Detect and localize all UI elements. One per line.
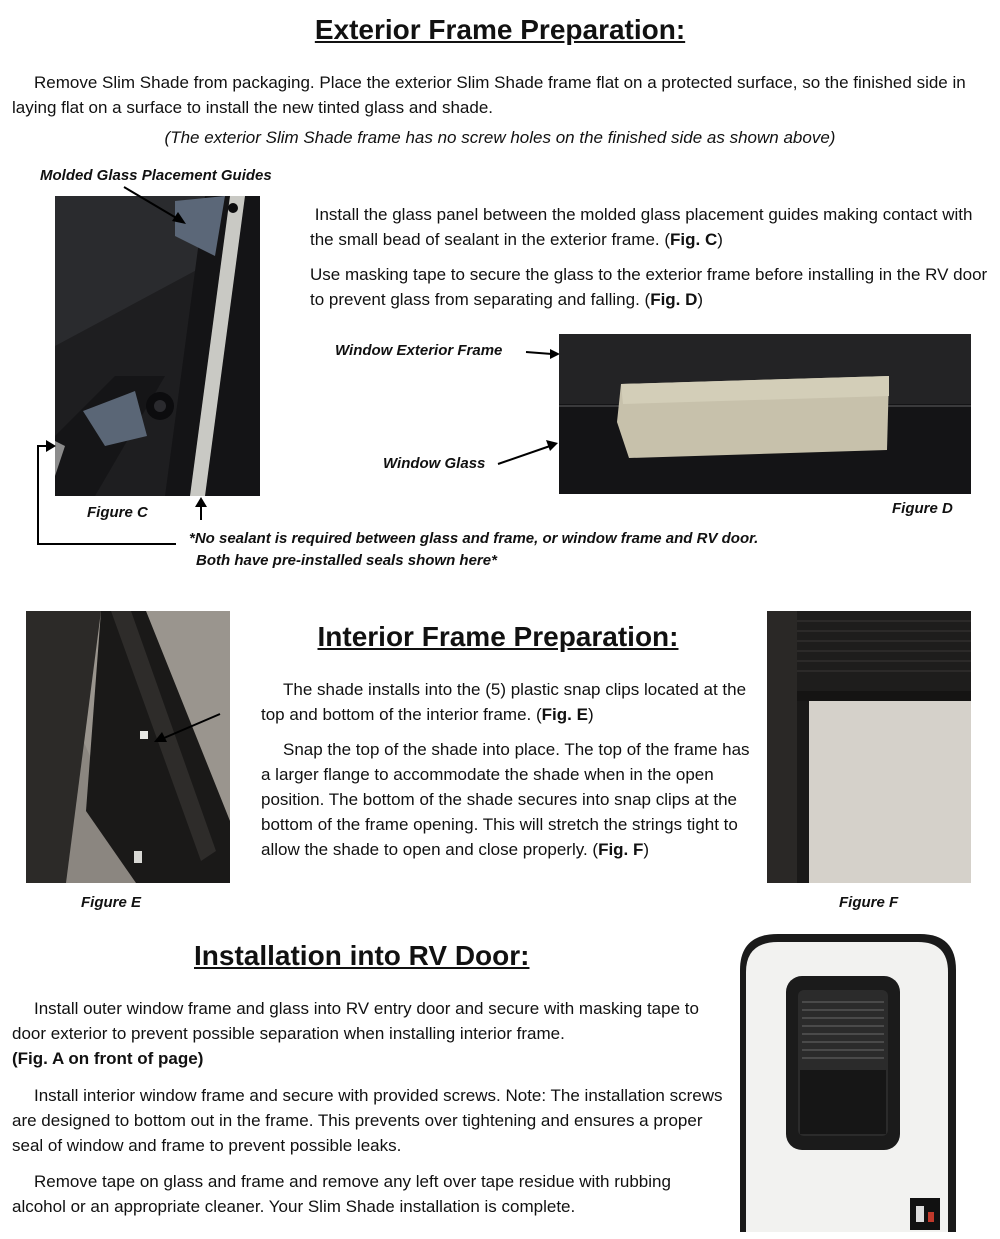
masking-tape-paragraph: Use masking tape to secure the glass to the exterior frame before installing in the RV door to prevent glass from separating and falling. (Fig. D) [310, 265, 988, 309]
sealant-bracket-arrow [30, 436, 180, 548]
figure-e-photo [26, 611, 230, 883]
guides-label: Molded Glass Placement Guides [40, 167, 272, 184]
figure-d-photo [559, 334, 971, 494]
window-glass-label: Window Glass [383, 455, 486, 472]
interior-heading: Interior Frame Preparation: [317, 621, 679, 652]
frame-arrow [524, 346, 562, 360]
seal-up-arrow [194, 496, 208, 522]
install-paragraph-2: Install interior window frame and secure with provided screws. Note: The installation screws are designed to bottom out in the frame. This prevents over tightening and ensures a proper seal of window and frame to prevent possible leaks. [12, 1086, 723, 1155]
interior-paragraph-1: The shade installs into the (5) plastic snap clips located at the top and bottom of the interior frame. (Fig. E) [261, 680, 747, 724]
install-paragraph-3: Remove tape on glass and frame and remove any left over tape residue with rubbing alcohol or an appropriate cleaner. Your Slim Shade installation is complete. [12, 1172, 671, 1216]
install-glass-paragraph: Install the glass panel between the molded glass placement guides making contact with the small bead of sealant in the exterior frame. (Fig. C) [310, 205, 973, 249]
figure-f-caption: Figure F [839, 894, 899, 911]
installation-heading: Installation into RV Door: [194, 940, 530, 971]
exterior-heading: Exterior Frame Preparation: [314, 14, 686, 45]
figure-e-caption: Figure E [81, 894, 142, 911]
interior-paragraph-2: Snap the top of the shade into place. The top of the frame has a larger flange to accommodate the shade when in the open position. The bottom of the shade secures into snap clips at the bottom of the frame opening. This will stretch the strings tight to allow the shade to open and close properly. (Fig. F) [261, 740, 750, 859]
figure-d-caption: Figure D [892, 500, 953, 517]
sealant-note-line1: *No sealant is required between glass and frame, or window frame and RV door. [189, 530, 759, 547]
rv-door-photo [738, 930, 960, 1232]
sealant-note-line2: Both have pre-installed seals shown here* [196, 552, 497, 569]
figure-f-photo [767, 611, 971, 883]
install-paragraph-1: Install outer window frame and glass into RV entry door and secure with masking tape to door exterior to prevent possible separation when installing interior frame. (Fig. A on front of page) [12, 999, 699, 1068]
figure-c-caption: Figure C [87, 504, 148, 521]
glass-arrow [496, 438, 562, 468]
snap-clip-arrow [150, 712, 222, 744]
exterior-note: (The exterior Slim Shade frame has no screw holes on the finished side as shown above) [164, 128, 836, 147]
exterior-intro-paragraph: Remove Slim Shade from packaging. Place the exterior Slim Shade frame flat on a protected surface, so the finished side in laying flat on a surface to install the new tinted glass and shade. [12, 73, 966, 117]
guides-arrow [120, 183, 190, 228]
window-exterior-frame-label: Window Exterior Frame [335, 342, 503, 359]
